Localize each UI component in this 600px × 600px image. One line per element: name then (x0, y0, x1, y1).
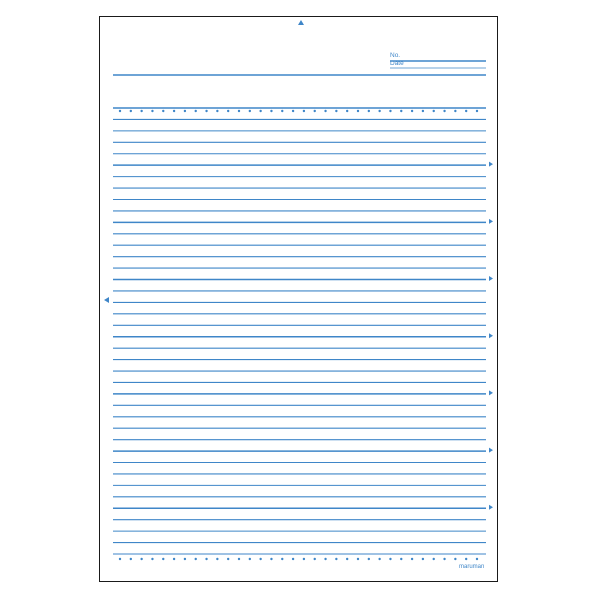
bottom-dot (270, 558, 272, 560)
bottom-dot (324, 558, 326, 560)
top-dot (119, 110, 121, 112)
bottom-dot (465, 558, 467, 560)
top-dot (162, 110, 164, 112)
right-edge-marker (489, 333, 493, 338)
bottom-dot (238, 558, 240, 560)
bottom-dot (195, 558, 197, 560)
bottom-dot (314, 558, 316, 560)
top-dot (454, 110, 456, 112)
bottom-dot (205, 558, 207, 560)
top-dot (281, 110, 283, 112)
top-dot (346, 110, 348, 112)
bottom-dot (378, 558, 380, 560)
top-center-marker (298, 20, 304, 25)
top-dot (259, 110, 261, 112)
top-dot (422, 110, 424, 112)
date-label: Date (390, 60, 404, 67)
top-dot (184, 110, 186, 112)
bottom-dot (119, 558, 121, 560)
bottom-dot (433, 558, 435, 560)
bottom-dot (422, 558, 424, 560)
top-dot (324, 110, 326, 112)
top-dot (357, 110, 359, 112)
top-dot (195, 110, 197, 112)
bottom-dot (368, 558, 370, 560)
top-dot (151, 110, 153, 112)
top-dot (378, 110, 380, 112)
bottom-dot (454, 558, 456, 560)
bottom-dot (335, 558, 337, 560)
top-dot (389, 110, 391, 112)
top-dot (270, 110, 272, 112)
top-dot (238, 110, 240, 112)
top-dot (130, 110, 132, 112)
bottom-dot (292, 558, 294, 560)
bottom-dot (162, 558, 164, 560)
top-dot (433, 110, 435, 112)
bottom-dot (184, 558, 186, 560)
bottom-dot (249, 558, 251, 560)
bottom-dot (357, 558, 359, 560)
top-dot (476, 110, 478, 112)
bottom-dot (140, 558, 142, 560)
top-dot (465, 110, 467, 112)
no-label: No. (390, 52, 401, 59)
top-dot (205, 110, 207, 112)
top-dot (173, 110, 175, 112)
top-dot (216, 110, 218, 112)
top-dot (227, 110, 229, 112)
top-dot (314, 110, 316, 112)
brand-logo: maruman (459, 564, 485, 570)
notebook-page (99, 16, 498, 582)
bottom-dot (173, 558, 175, 560)
top-dot (443, 110, 445, 112)
top-dot (368, 110, 370, 112)
right-edge-marker (489, 276, 493, 281)
bottom-dot (303, 558, 305, 560)
bottom-dot (281, 558, 283, 560)
bottom-dot (130, 558, 132, 560)
bottom-dot (259, 558, 261, 560)
bottom-dot (151, 558, 153, 560)
bottom-dot (476, 558, 478, 560)
left-center-marker (104, 297, 109, 303)
top-dot (303, 110, 305, 112)
top-dot (140, 110, 142, 112)
right-edge-marker (489, 219, 493, 224)
ruled-lines-layer (100, 17, 499, 583)
top-dot (400, 110, 402, 112)
bottom-dot (400, 558, 402, 560)
bottom-dot (411, 558, 413, 560)
bottom-dot (443, 558, 445, 560)
top-dot (249, 110, 251, 112)
bottom-dot (389, 558, 391, 560)
bottom-dot (346, 558, 348, 560)
bottom-dot (227, 558, 229, 560)
right-edge-marker (489, 162, 493, 167)
top-dot (292, 110, 294, 112)
right-edge-marker (489, 390, 493, 395)
right-edge-marker (489, 448, 493, 453)
top-dot (411, 110, 413, 112)
bottom-dot (216, 558, 218, 560)
right-edge-marker (489, 505, 493, 510)
top-dot (335, 110, 337, 112)
